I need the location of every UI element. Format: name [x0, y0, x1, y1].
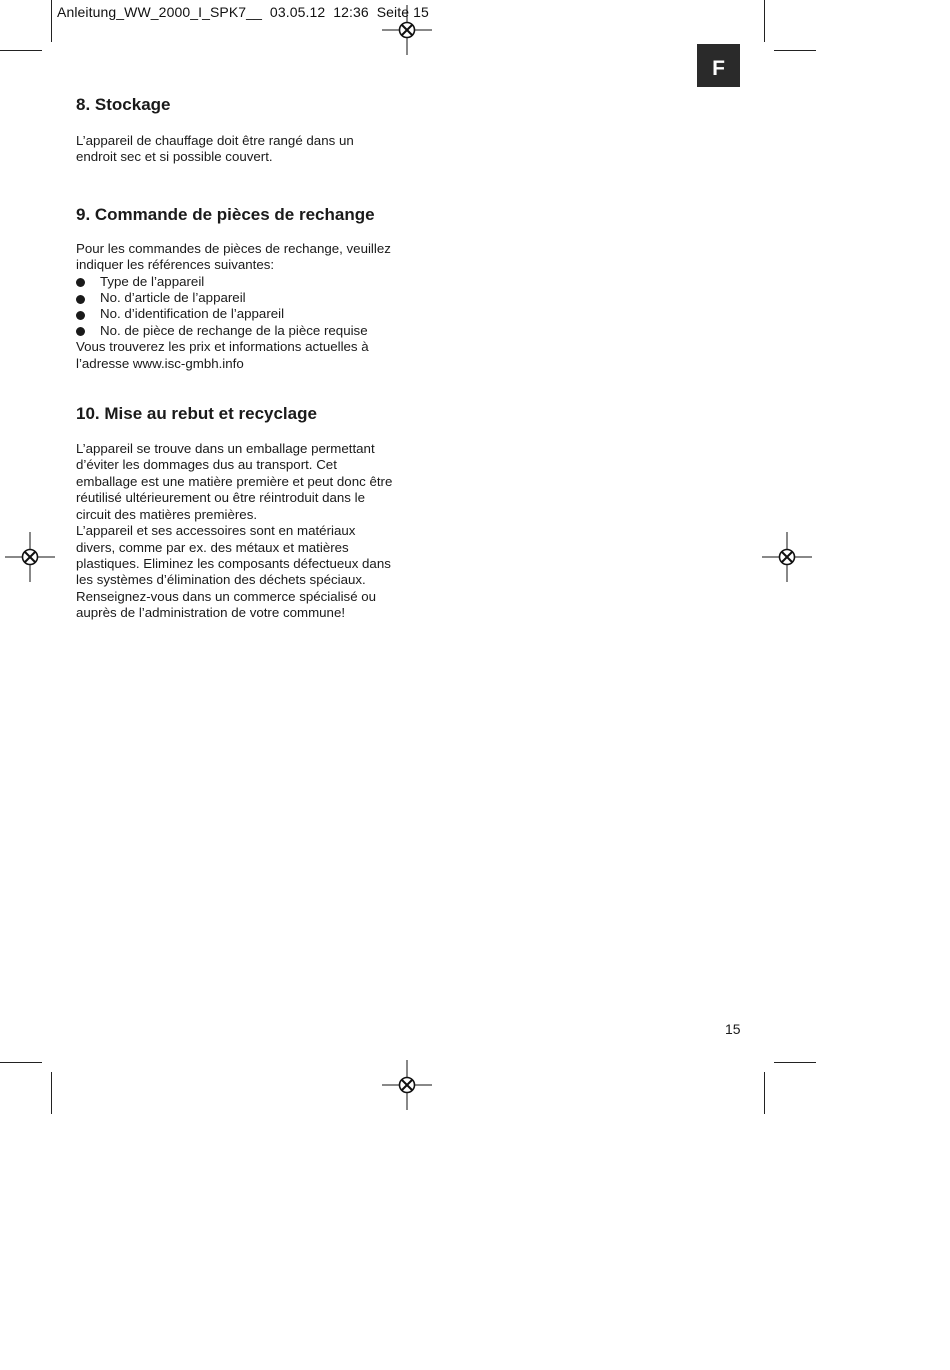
- manual-content: [76, 94, 396, 622]
- bullet-icon: [76, 278, 85, 287]
- language-badge: F: [697, 44, 740, 87]
- paragraph: L’appareil se trouve dans un emballage permettant d’éviter les dommages dus au transport. Cet emballage est une matière première et peut donc être réutilisé ultérieurement ou être réintroduit dans le circuit des matières premières.: [76, 441, 393, 522]
- section-heading: 10. Mise au rebut et recyclage: [76, 404, 317, 424]
- bullet-icon: [76, 295, 85, 304]
- registration-mark-icon: [382, 1060, 432, 1110]
- print-slug-line: Anleitung_WW_2000_I_SPK7__ 03.05.12 12:36 Seite 15: [57, 4, 429, 20]
- bullet-icon: [76, 327, 85, 336]
- registration-mark-icon: [762, 532, 812, 582]
- registration-mark-icon: [382, 5, 432, 55]
- paragraph: L’appareil de chauffage doit être rangé dans un endroit sec et si possible couvert.: [76, 133, 354, 165]
- paragraph: Pour les commandes de pièces de rechange, veuillez indiquer les références suivantes:: [76, 240, 391, 273]
- list-item-text: No. d’identification de l’appareil: [100, 306, 285, 322]
- list-item-text: No. d’article de l’appareil: [100, 290, 246, 306]
- list-item: [76, 290, 396, 306]
- paragraph: Vous trouverez les prix et informations actuelles à l’adresse www.isc-gmbh.info: [76, 339, 369, 371]
- registration-mark-icon: [5, 532, 55, 582]
- list-item: [76, 306, 396, 322]
- crop-mark: [764, 1072, 765, 1114]
- section-heading: 8. Stockage: [76, 95, 171, 114]
- list-item: [76, 323, 396, 339]
- page-number: 15: [725, 1021, 741, 1037]
- list-item: [76, 274, 396, 290]
- section-spare-parts: [76, 204, 396, 372]
- crop-mark: [774, 50, 816, 51]
- list-item-text: Type de l’appareil: [100, 273, 205, 289]
- paragraph: L’appareil et ses accessoires sont en matériaux divers, comme par ex. des métaux et matières plastiques. Eliminez les composants défectueux dans les systèmes d’élimination des déchets spéciaux. Renseignez-vous dans un commerce spécialisé ou auprès de l’administration de votre commune!: [76, 523, 391, 621]
- bullet-list: [76, 274, 396, 340]
- crop-mark: [0, 1062, 42, 1063]
- crop-mark: [774, 1062, 816, 1063]
- crop-mark: [51, 1072, 52, 1114]
- section-storage: [76, 94, 396, 166]
- list-item-text: No. de pièce de rechange de la pièce requise: [100, 322, 368, 338]
- crop-mark: [51, 0, 52, 42]
- bullet-icon: [76, 311, 85, 320]
- crop-mark: [0, 50, 42, 51]
- crop-mark: [764, 0, 765, 42]
- section-heading: 9. Commande de pièces de rechange: [76, 204, 375, 224]
- section-disposal-recycling: [76, 403, 396, 621]
